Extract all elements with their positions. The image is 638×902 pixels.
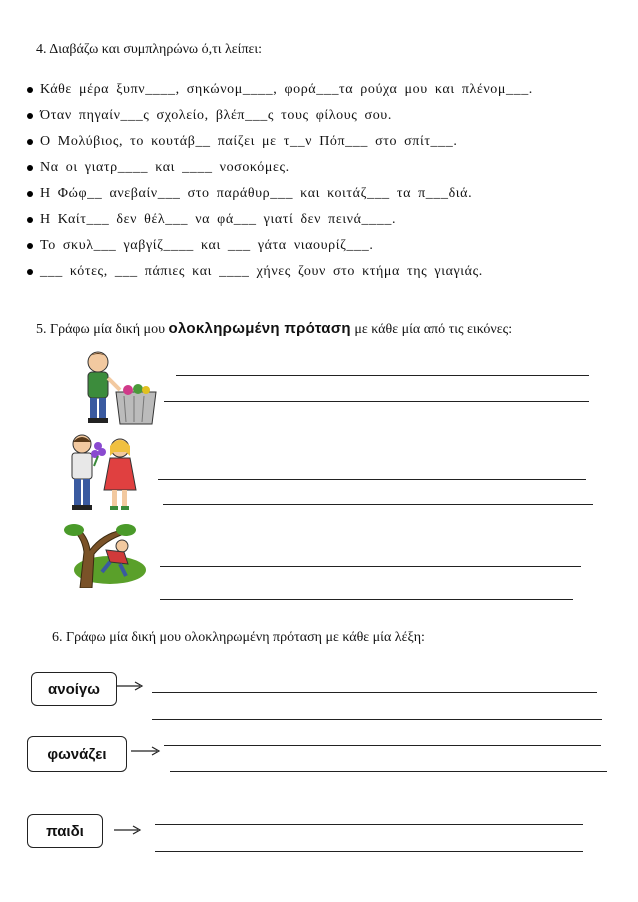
section-5-heading-text: 5. Γράφω μία δική μου [36, 322, 169, 337]
writing-line[interactable] [152, 719, 602, 720]
writing-line[interactable] [158, 479, 586, 480]
writing-line[interactable] [160, 599, 573, 600]
word-box-child: παιδι [27, 814, 103, 848]
fill-in-sentence: Ο Μολύβιος, το κουτάβ__ παίζει με τ__ν Πόπ___ στο σπίτ___. [40, 132, 533, 158]
writing-line[interactable] [155, 824, 583, 825]
fill-in-sentence: Όταν πηγαίν___ς σχολείο, βλέπ___ς τους φίλους σου. [40, 106, 533, 132]
fill-in-list [40, 80, 533, 288]
section-5-heading-bold: ολοκληρωμένη πρόταση [168, 320, 351, 337]
fill-in-sentence: Η Φώφ__ ανεβαίν___ στο παράθυρ___ και κοιτάζ___ τα π___διά. [40, 184, 533, 210]
boy-falling-from-tree-icon [62, 522, 148, 588]
fill-in-sentence: Το σκυλ___ γαβγίζ____ και ___ γάτα νιαουρίζ___. [40, 236, 533, 262]
writing-line[interactable] [176, 375, 589, 376]
writing-line[interactable] [160, 566, 581, 567]
fill-in-sentence: ___ κότες, ___ πάπιες και ____ χήνες ζουν στο κτήμα της γιαγιάς. [40, 262, 533, 288]
boy-giving-flowers-to-girl-icon [64, 432, 144, 514]
fill-in-sentence: Να οι γιατρ____ και ____ νοσοκόμες. [40, 158, 533, 184]
arrow-right-icon [131, 745, 161, 757]
fill-in-sentence: Η Καίτ___ δεν θέλ___ να φά___ γιατί δεν πεινά____. [40, 210, 533, 236]
writing-line[interactable] [152, 692, 597, 693]
arrow-right-icon [116, 680, 144, 692]
writing-line[interactable] [163, 504, 593, 505]
section-4-heading: 4. Διαβάζω και συμπληρώνω ό,τι λείπει: [36, 42, 263, 57]
word-box-open: ανοίγω [31, 672, 117, 706]
section-5-heading [36, 320, 512, 338]
arrow-right-icon [114, 824, 142, 836]
word-box-shouts: φωνάζει [27, 736, 127, 772]
boy-with-trash-bin-icon [66, 348, 162, 428]
writing-line[interactable] [164, 745, 601, 746]
section-6-heading: 6. Γράφω μία δική μου ολοκληρωμένη πρόταση με κάθε μία λέξη: [52, 630, 425, 645]
writing-line[interactable] [170, 771, 607, 772]
writing-line[interactable] [164, 401, 589, 402]
fill-in-sentence: Κάθε μέρα ξυπν____, σηκώνομ____, φορά___τα ρούχα μου και πλένομ___. [40, 80, 533, 106]
writing-line[interactable] [155, 851, 583, 852]
section-5-heading-tail: με κάθε μία από τις εικόνες: [350, 322, 513, 337]
